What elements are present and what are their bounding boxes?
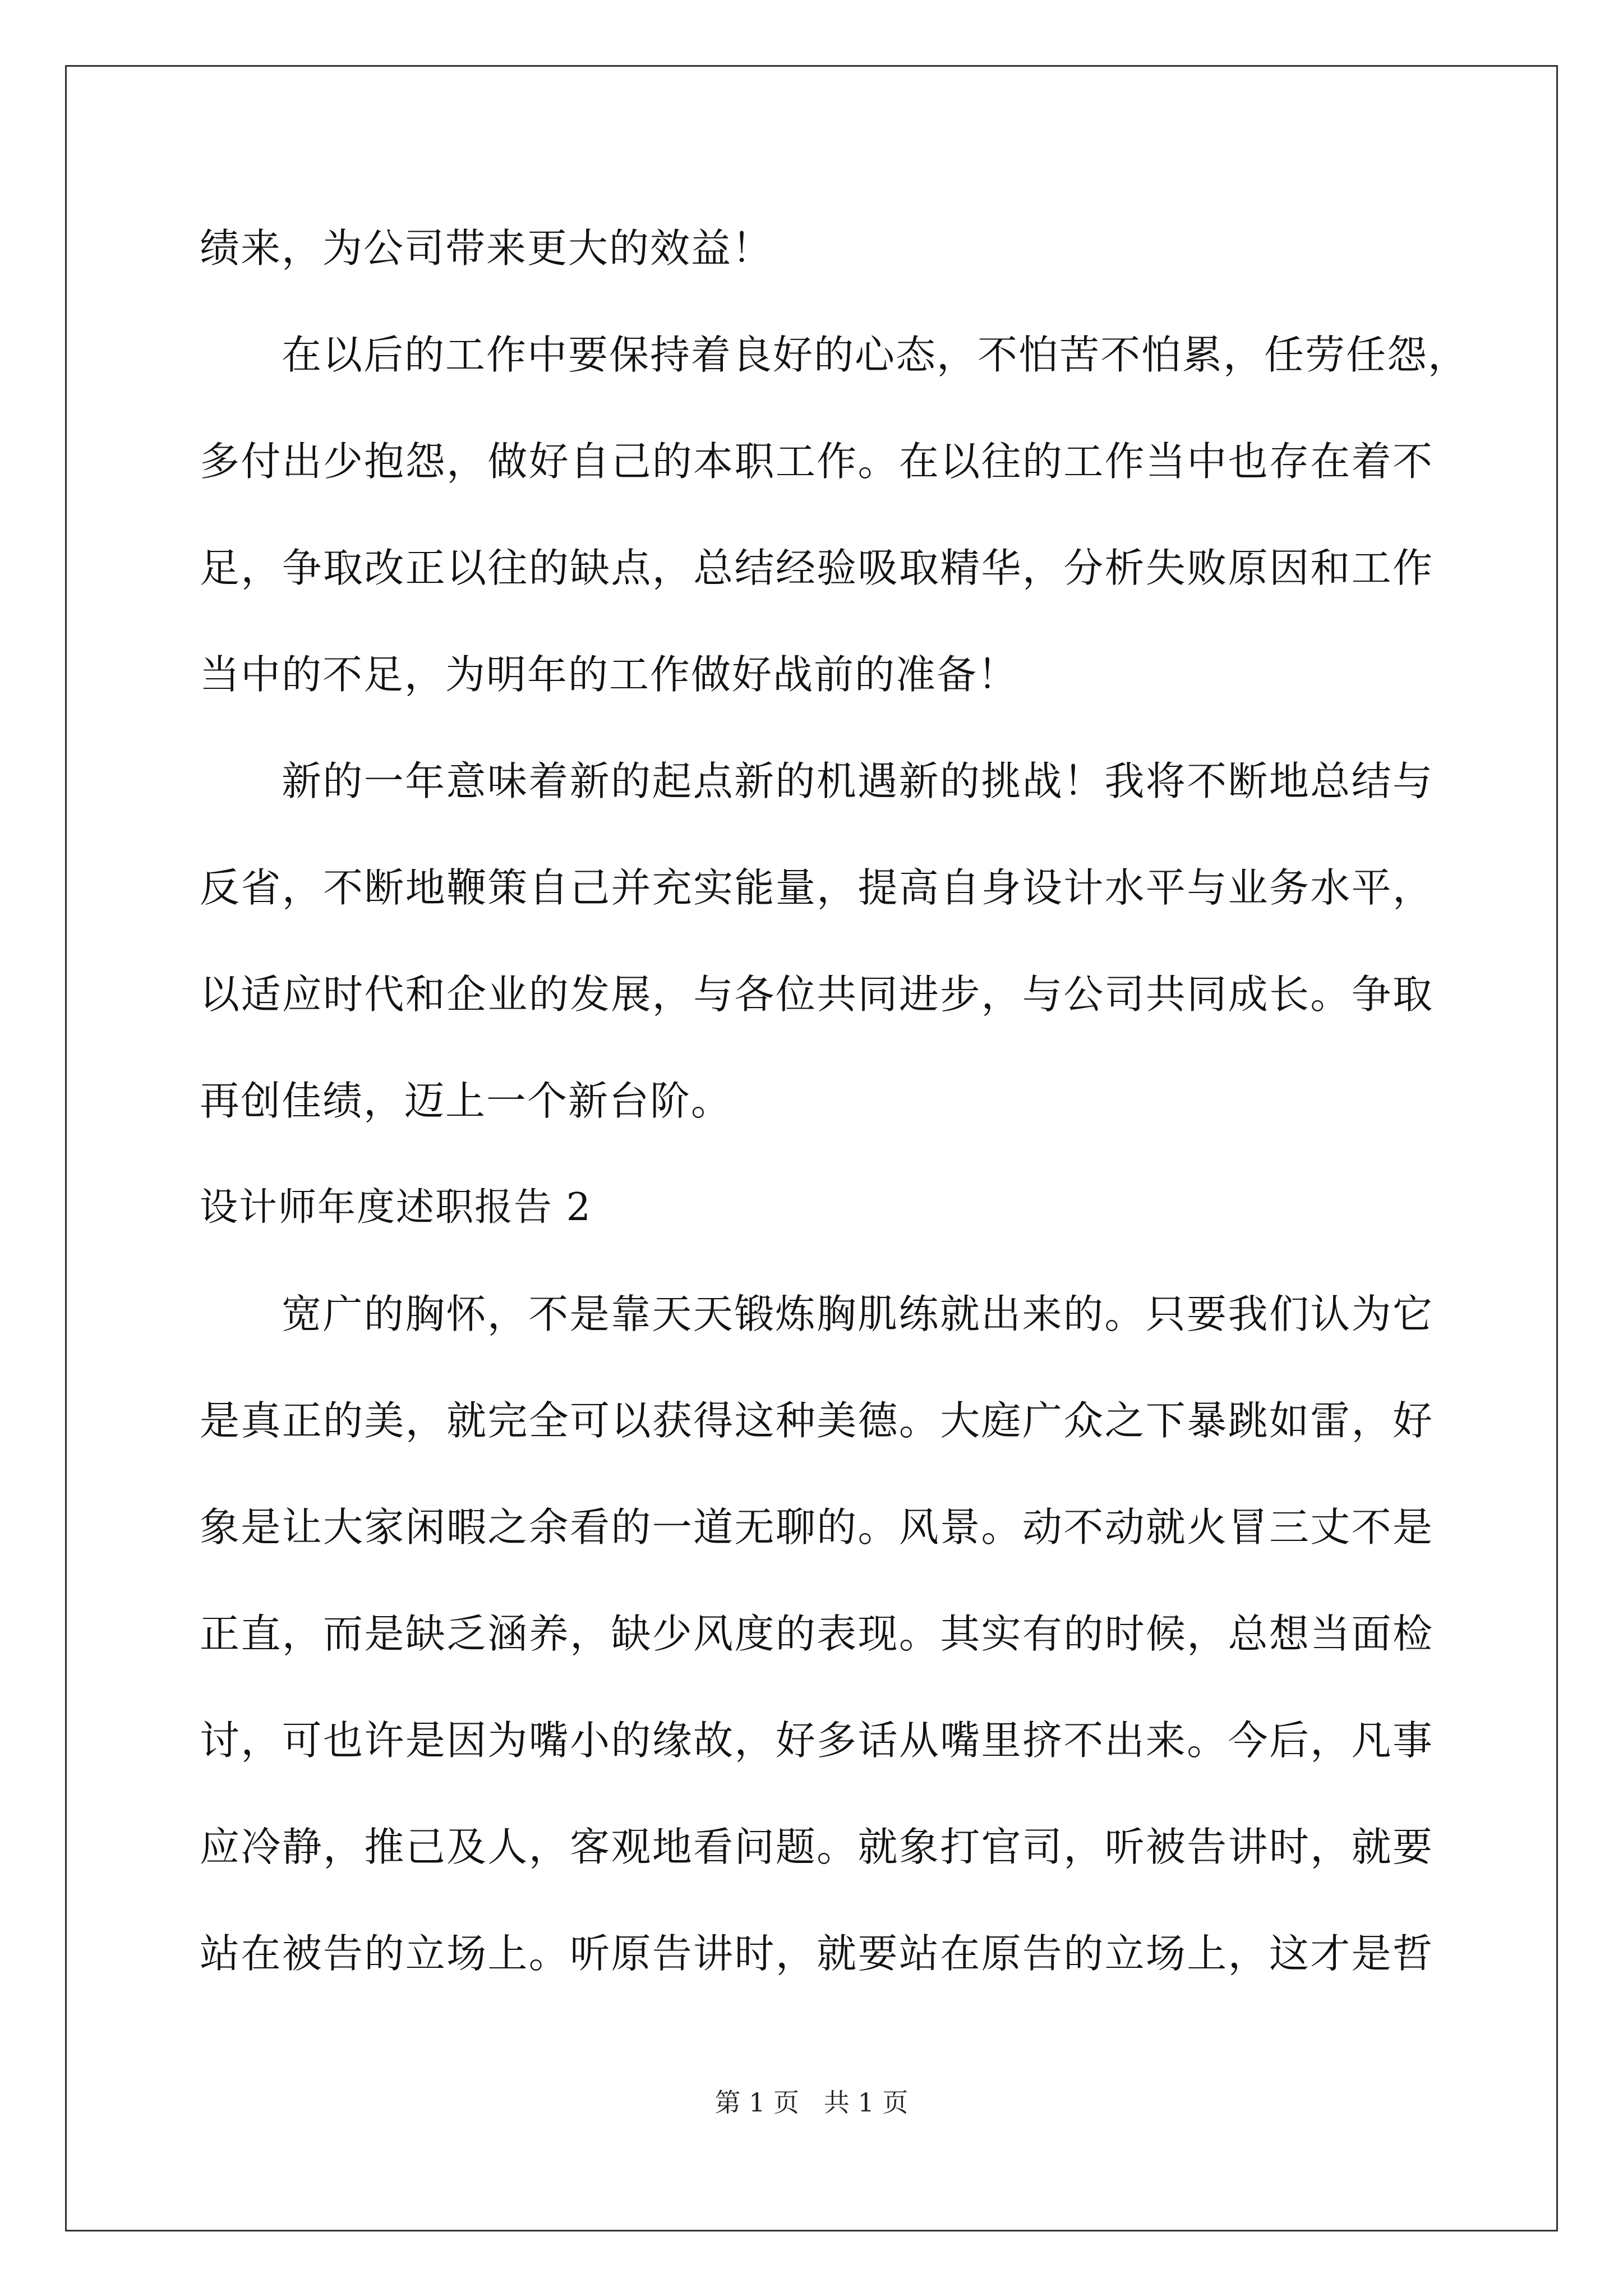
text-line: 多付出少抱怨，做好自己的本职工作。在以往的工作当中也存在着不 [200,438,1433,485]
text-line: 应冷静，推己及人，客观地看问题。就象打官司，听被告讲时，就要 [200,1824,1433,1870]
text-line: 象是让大家闲暇之余看的一道无聊的。风景。动不动就火冒三丈不是 [200,1504,1433,1550]
paragraph-start-line: 新的一年意味着新的起点新的机遇新的挑战！我将不断地总结与 [282,758,1433,804]
paragraph-start-line: 在以后的工作中要保持着良好的心态，不怕苦不怕累，任劳任怨， [282,332,1469,378]
page-number-footer: 第 1 页 共 1 页 [714,2087,909,2118]
text-line: 足，争取改正以往的缺点，总结经验吸取精华，分析失败原因和工作 [200,545,1433,591]
text-line: 讨，可也许是因为嘴小的缘故，好多话从嘴里挤不出来。今后，凡事 [200,1717,1433,1764]
text-line: 是真正的美，就完全可以获得这种美德。大庭广众之下暴跳如雷，好 [200,1397,1433,1444]
document-body [200,195,1469,2007]
text-line: 再创佳绩，迈上一个新台阶。 [200,1078,732,1124]
paragraph-start-line: 宽广的胸怀，不是靠天天锻炼胸肌练就出来的。只要我们认为它 [282,1291,1433,1337]
text-line: 以适应时代和企业的发展，与各位共同进步，与公司共同成长。争取 [200,971,1433,1018]
text-line: 反省，不断地鞭策自己并充实能量，提高自身设计水平与业务水平， [200,864,1433,911]
text-line: 绩来，为公司带来更大的效益！ [200,225,773,272]
section-heading: 设计师年度述职报告 2 [200,1185,592,1230]
text-line: 站在被告的立场上。听原告讲时，就要站在原告的立场上，这才是哲 [200,1930,1433,1977]
text-line: 正直，而是缺乏涵养，缺少风度的表现。其实有的时候，总想当面检 [200,1611,1433,1657]
text-line: 当中的不足，为明年的工作做好战前的准备！ [200,651,1019,698]
